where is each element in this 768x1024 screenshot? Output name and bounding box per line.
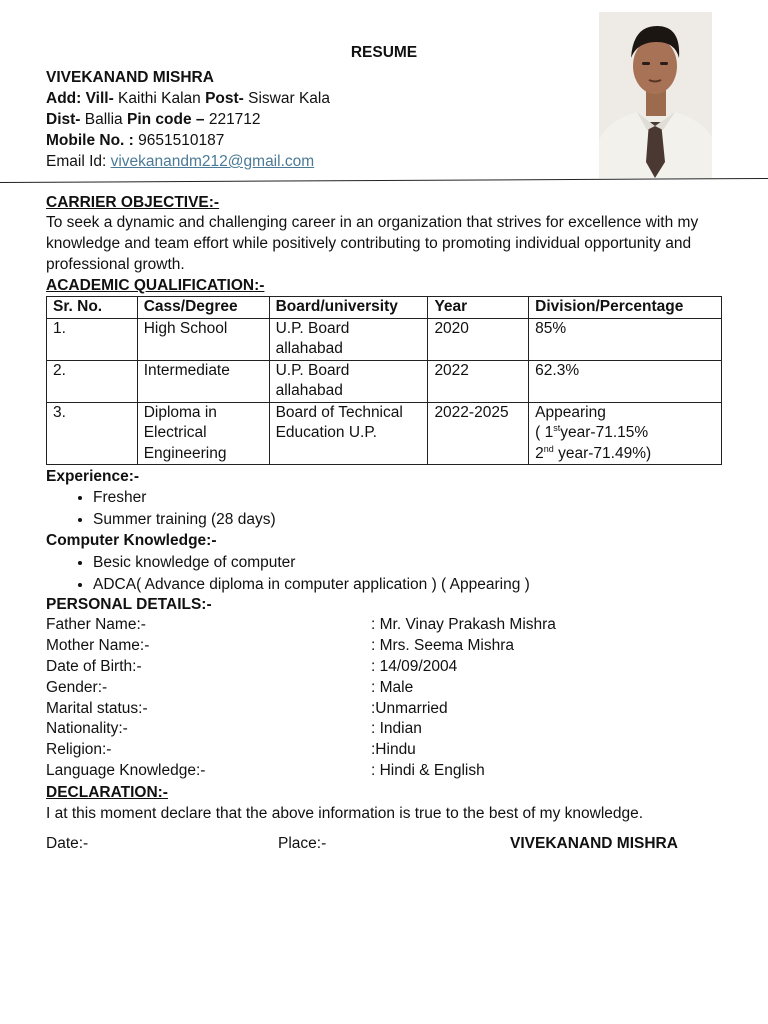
cell-board: Board of Technical Education U.P. (269, 402, 428, 465)
col-header-sr: Sr. No. (47, 297, 138, 319)
objective-heading: CARRIER OBJECTIVE:- (46, 194, 220, 211)
cell-division: 62.3% (529, 360, 722, 402)
cell-degree: High School (137, 318, 269, 360)
list-item: • Besic knowledge of computer (93, 552, 530, 574)
religion-label: Religion:- (46, 741, 112, 758)
division-year2 (535, 444, 715, 465)
division-year2-value: year-71.49%) (553, 444, 652, 462)
dob-label: Date of Birth:- (46, 658, 142, 675)
experience-list (46, 487, 276, 531)
profile-photo-illustration (599, 12, 712, 178)
mobile-value: 9651510187 (133, 132, 225, 149)
cell-board: U.P. Board allahabad (269, 360, 428, 402)
dob-value: : 14/09/2004 (371, 658, 458, 675)
list-item: • Summer training (28 days) (93, 509, 276, 531)
division-status: Appearing (535, 403, 606, 421)
table-row (47, 318, 722, 360)
col-header-year: Year (428, 297, 529, 319)
religion-value: :Hindu (371, 741, 416, 758)
father-label: Father Name:- (46, 616, 146, 633)
mother-label: Mother Name:- (46, 637, 150, 654)
cell-year: 2022-2025 (428, 402, 529, 465)
email-line (46, 151, 314, 172)
mother-value: : Mrs. Seema Mishra (371, 637, 514, 654)
division-year1-sup: st (553, 422, 561, 433)
table-row (47, 402, 722, 465)
cell-division: 85% (529, 318, 722, 360)
nationality-label: Nationality:- (46, 720, 128, 737)
gender-value: : Male (371, 679, 414, 696)
district-value: Ballia (80, 111, 127, 128)
address-line (46, 88, 330, 109)
list-item: • ADCA( Advance diploma in computer application ) ( Appearing ) (93, 574, 530, 596)
marital-value: :Unmarried (371, 700, 448, 717)
declaration-text: I at this moment declare that the above information is true to the best of my knowledge. (46, 805, 644, 822)
place-label: Place:- (278, 835, 327, 852)
language-label: Language Knowledge:- (46, 762, 206, 779)
address-post-value: Siswar Kala (243, 90, 330, 107)
division-year2-prefix: 2 (535, 444, 544, 462)
district-label: Dist- (46, 111, 81, 128)
list-item: • Fresher (93, 487, 276, 509)
col-header-division: Division/Percentage (529, 297, 722, 319)
nationality-value: : Indian (371, 720, 422, 737)
experience-heading: Experience:- (46, 468, 140, 485)
personal-heading: PERSONAL DETAILS:- (46, 596, 212, 613)
address-village-label: Add: Vill- (46, 90, 114, 107)
pincode-value: 221712 (204, 111, 261, 128)
address-village-value: Kaithi Kalan (113, 90, 206, 107)
col-header-board: Board/university (269, 297, 428, 319)
candidate-name: VIVEKANAND MISHRA (46, 69, 214, 86)
mobile-label: Mobile No. : (46, 132, 134, 149)
email-label: Email Id: (46, 153, 111, 170)
academic-heading: ACADEMIC QUALIFICATION:- (46, 277, 265, 294)
address-post-label: Post- (205, 90, 244, 107)
division-year1-value: year-71.15% (560, 424, 649, 441)
profile-photo (599, 12, 712, 178)
mobile-line (46, 130, 224, 151)
gender-label: Gender:- (46, 679, 108, 696)
cell-board: U.P. Board allahabad (269, 318, 428, 360)
table-header-row (47, 297, 722, 319)
declaration-heading: DECLARATION:- (46, 784, 168, 801)
resume-title: RESUME (350, 44, 418, 61)
cell-degree: Diploma in Electrical Engineering (137, 402, 269, 465)
table-row (47, 360, 722, 402)
division-year1-prefix: ( 1 (535, 424, 554, 441)
academic-table (46, 296, 722, 465)
date-label: Date:- (46, 835, 89, 852)
cell-sr: 3. (47, 402, 138, 465)
language-value: : Hindi & English (371, 762, 485, 779)
district-line (46, 109, 261, 130)
cell-sr: 2. (47, 360, 138, 402)
col-header-degree: Cass/Degree (137, 297, 269, 319)
signature-name: VIVEKANAND MISHRA (510, 835, 678, 852)
objective-text: To seek a dynamic and challenging career in an organization that strives for excellence with my knowledge and team effort while positively contributing to promoting individual opportunity and professional growth. (46, 214, 699, 273)
cell-division (529, 402, 722, 465)
cell-year: 2022 (428, 360, 529, 402)
division-year1 (535, 423, 715, 444)
father-value: : Mr. Vinay Prakash Mishra (371, 616, 556, 633)
computer-heading: Computer Knowledge:- (46, 532, 217, 549)
computer-list (46, 552, 530, 596)
cell-year: 2020 (428, 318, 529, 360)
cell-sr: 1. (47, 318, 138, 360)
marital-label: Marital status:- (46, 700, 148, 717)
email-link[interactable]: vivekanandm212@gmail.com (110, 153, 315, 170)
pincode-label: Pin code – (126, 111, 205, 128)
header-divider (0, 178, 768, 183)
cell-degree: Intermediate (137, 360, 269, 402)
division-year2-sup: nd (543, 443, 554, 454)
